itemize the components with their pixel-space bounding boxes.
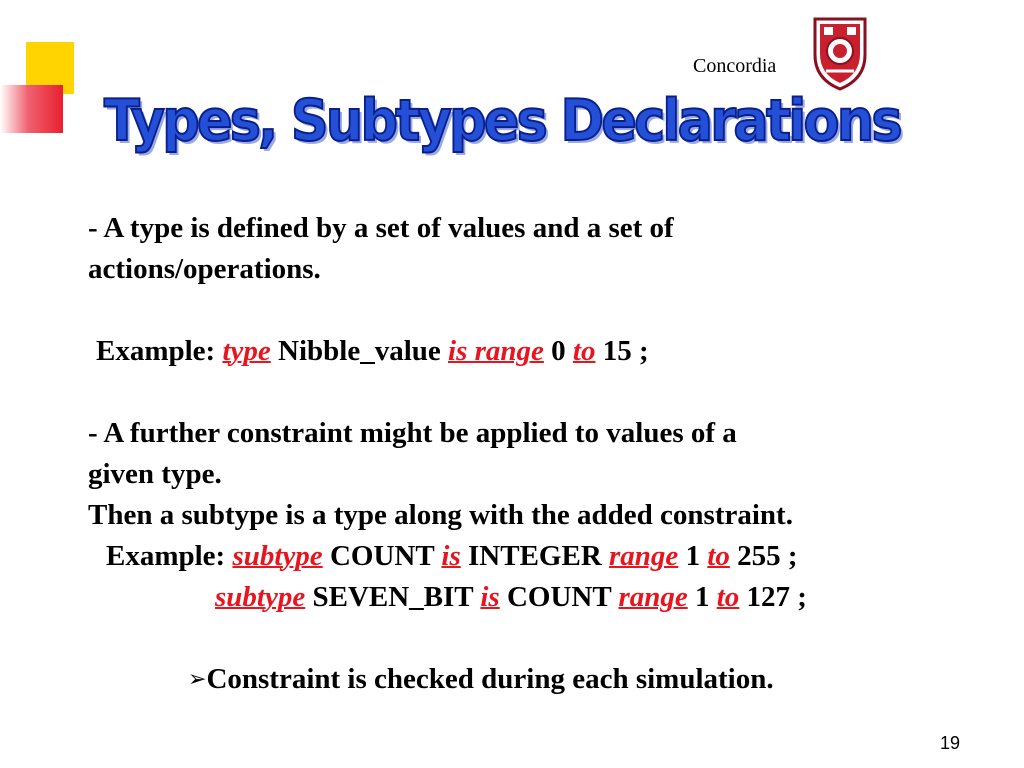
- slide-title: Types, Subtypes Declarations: [104, 88, 900, 154]
- constraint-bullet: [88, 659, 920, 702]
- subtype-name: COUNT: [329, 540, 435, 572]
- arrow-bullet-icon: ➢: [188, 667, 207, 692]
- paragraph-constraint: [88, 413, 920, 454]
- base-type: INTEGER: [468, 540, 602, 572]
- type-definition-line1: A type is defined by a set of values and a set of: [103, 212, 674, 244]
- keyword-is: is: [441, 540, 461, 572]
- keyword-to: to: [716, 581, 740, 613]
- range-start: 1: [685, 540, 701, 572]
- range-start: 1: [694, 581, 710, 613]
- university-name-left: Concordia: [693, 55, 777, 77]
- bullet-text: Constraint is checked during each simulation.: [206, 663, 774, 695]
- dash-bullet: -: [88, 212, 98, 244]
- page-number: 19: [940, 733, 961, 753]
- example-subtype-sevenbit-line: [88, 577, 920, 618]
- keyword-range: range: [609, 540, 679, 572]
- keyword-is: is: [480, 581, 500, 613]
- university-crest-icon: [811, 15, 869, 91]
- base-type: COUNT: [506, 581, 612, 613]
- keyword-subtype: subtype: [232, 540, 323, 572]
- decor-red-square: [0, 85, 63, 133]
- range-end: 255 ;: [737, 540, 798, 572]
- keyword-is-range: is range: [448, 335, 544, 367]
- subtype-name: SEVEN_BIT: [312, 581, 474, 613]
- dash-bullet: -: [88, 417, 98, 449]
- range-start: 0: [551, 335, 566, 367]
- paragraph-type-definition: [88, 208, 920, 249]
- keyword-range: range: [618, 581, 688, 613]
- constraint-line3: Then a subtype is a type along with the added constraint.: [88, 499, 793, 531]
- slide-body: [88, 208, 920, 702]
- type-definition-line2: actions/operations.: [88, 253, 321, 285]
- range-end: 15 ;: [602, 335, 649, 367]
- range-end: 127 ;: [746, 581, 807, 613]
- keyword-type: type: [222, 335, 271, 367]
- keyword-subtype: subtype: [215, 581, 306, 613]
- constraint-line1: A further constraint might be applied to values of a: [103, 417, 737, 449]
- example-label: Example:: [96, 335, 216, 367]
- example-type-line: [88, 331, 920, 372]
- example-label: Example:: [106, 540, 226, 572]
- constraint-line2: given type.: [88, 458, 222, 490]
- example-subtype-count-line: [88, 536, 920, 577]
- type-name: Nibble_value: [278, 335, 441, 367]
- keyword-to: to: [572, 335, 596, 367]
- keyword-to: to: [707, 540, 730, 572]
